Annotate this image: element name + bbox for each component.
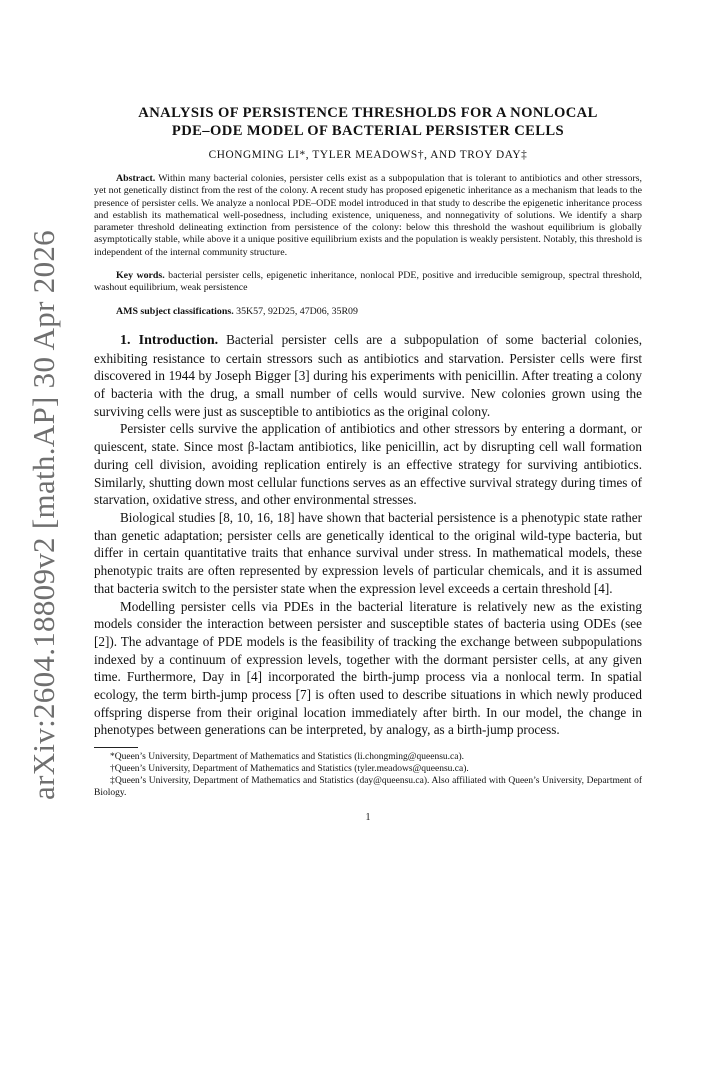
author-list: CHONGMING LI*, TYLER MEADOWS†, AND TROY DAY‡ <box>208 149 528 161</box>
ams-text: 35K57, 92D25, 47D06, 35R09 <box>236 305 358 317</box>
section-heading: 1. Introduction. <box>120 332 219 348</box>
keywords-label: Key words. <box>116 270 165 282</box>
page-number: 1 <box>365 812 371 824</box>
paragraph-3: Biological studies [8, 10, 16, 18] have shown that bacterial persistence is a phenotypic state rather than genetic adaptation; persister cells are genetically identical to the original wild-type bacteria, but differ in certain quantitative traits that enhance survival under stress. In mathematical models, these phenotypic traits are often represented by expression levels of particular chemicals, and it is assumed that bacteria switch to the persister state when the expression level exceeds a certain threshold [4]. <box>94 510 642 596</box>
paragraph-2: Persister cells survive the application of antibiotics and other stressors by entering a dormant, or quiescent, state. Since most β-lactam antibiotics, like penicillin, act by disrupting cell wall formation during cell division, avoiding replication entirely is an effective strategy for surviving antibiotics. Similarly, shutting down most cellular functions serves as an effective survival strategy during times of starvation, oxidative stress, and other environmental stresses. <box>94 421 642 508</box>
abstract-block <box>94 173 642 318</box>
paragraph-1 <box>94 331 642 421</box>
paragraph-4: Modelling persister cells via PDEs in the bacterial literature is relatively new as the existing models consider the interaction between persister and susceptible states of bacteria using ODEs (see [2]). The advantage of PDE models is the feasibility of tracking the exchange between subpopulations indexed by a continuum of expression levels, together with the dormant persister cells, at any given time. Furthermore, Day in [4] incorporated the birth-jump process via a nonlocal term. In spatial ecology, the term birth-jump process [7] is often used to describe situations in which newly produced offspring disperse from their original location immediately after birth. In our model, the change in phenotypes between generations can be interpreted, by analogy, as a birth-jump process. <box>94 598 642 738</box>
ams-label: AMS subject classifications. <box>116 305 234 317</box>
paragraph-1-text: Bacterial persister cells are a subpopulation of some bacterial colonies, exhibiting resistance to certain stressors such as antibiotics and starvation. Persister cells were first discovered in 1944 by Joseph Bigger [3] during his experiments with penicillin. After treating a colony of bacteria with the drug, a small number of cells would survive. New colonies grown using the surviving cells were just as susceptible to antibiotics as the original colony. <box>94 331 643 419</box>
footnote-2: †Queen’s University, Department of Mathematics and Statistics (tyler.meadows@queensu.ca). <box>110 764 469 775</box>
footnotes <box>94 751 642 799</box>
arxiv-sidebar-stamp <box>24 230 64 800</box>
title-line-1: ANALYSIS OF PERSISTENCE THRESHOLDS FOR A NONLOCAL <box>138 105 598 121</box>
paper-page <box>94 104 642 823</box>
keywords-text: bacterial persister cells, epigenetic inheritance, nonlocal PDE, positive and irreducible semigroup, spectral threshold, washout equilibrium, weak persistence <box>94 270 643 294</box>
footnote-rule <box>94 747 138 748</box>
abstract-label: Abstract. <box>116 173 156 184</box>
abstract <box>94 173 642 259</box>
keywords <box>94 270 642 295</box>
ams-classifications <box>94 306 642 318</box>
introduction-section <box>94 331 642 739</box>
footnote-1: *Queen’s University, Department of Mathematics and Statistics (li.chongming@queensu.ca). <box>110 752 465 763</box>
paper-title <box>94 104 642 140</box>
abstract-text: Within many bacterial colonies, persister cells exist as a subpopulation that is tolerant to antibiotics and other stressors, yet not genetically distinct from the rest of the colony. A recent study has proposed epigenetic inheritance as a mechanism that leads to the presence of persister cells. We analyze a nonlocal PDE–ODE model introduced in that study to describe the epigenetic inheritance process and establish its mathematical well-posedness, including existence, uniqueness, and nonnegativity of solutions. We identify a sharp parameter threshold delineating extinction from persistence of the colony: below this threshold the washout equilibrium is globally asymptotically stable, while above it a unique positive equilibrium exists and the population is weakly persistent. Notably, this threshold is independent of the internal community structure. <box>94 173 642 258</box>
title-line-2: PDE–ODE MODEL OF BACTERIAL PERSISTER CELLS <box>171 123 565 139</box>
arxiv-identifier: arXiv:2604.18809v2 [math.AP] 30 Apr 2026 <box>26 230 61 800</box>
footnote-3: ‡Queen’s University, Department of Mathematics and Statistics (day@queensu.ca). Also affiliated with Queen’s University, Department of Biology. <box>94 776 642 799</box>
